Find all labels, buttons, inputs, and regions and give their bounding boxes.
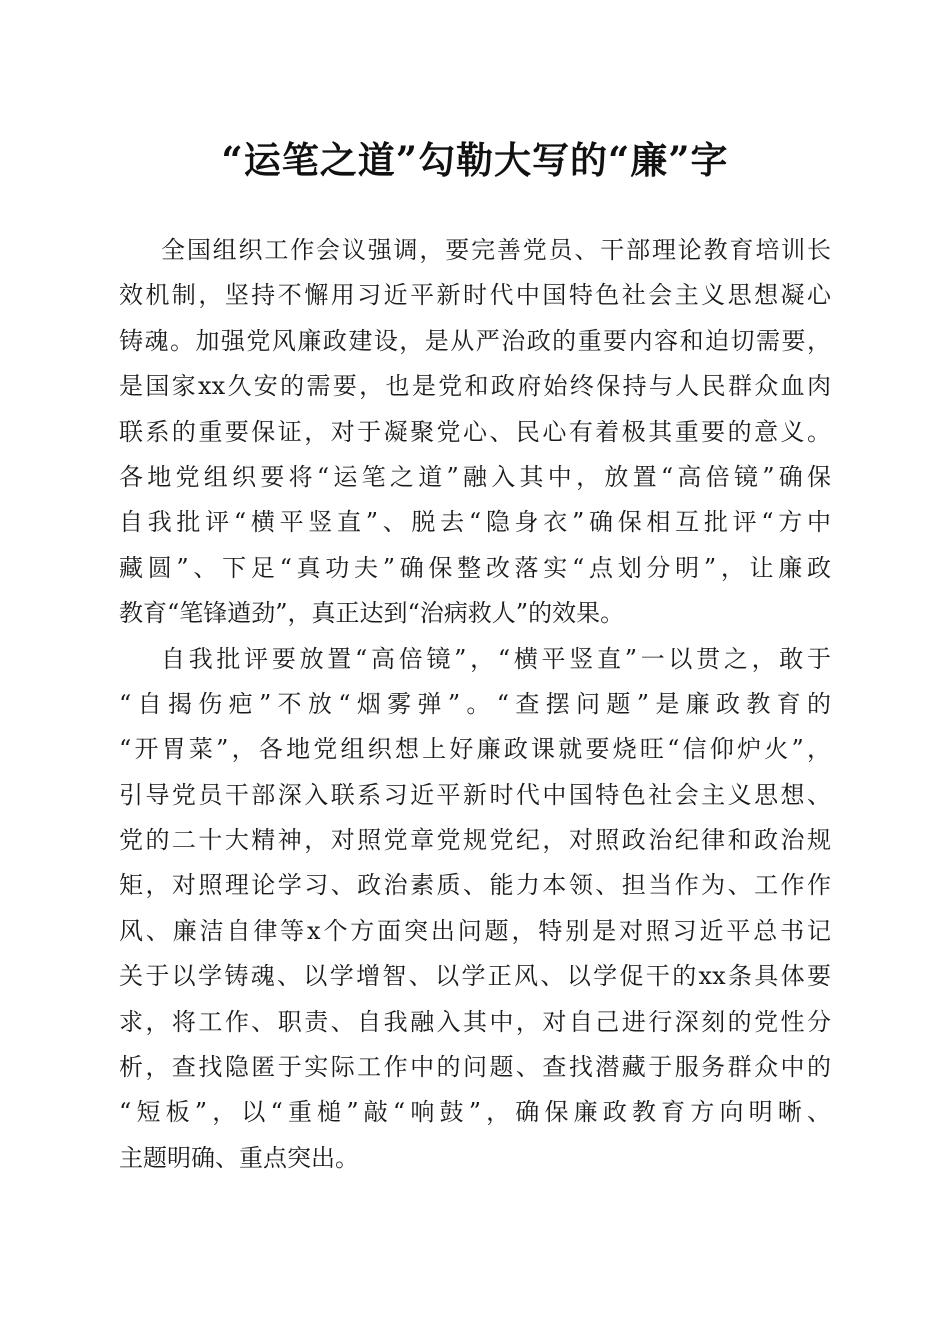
text-line: 党的二十大精神，对照党章党规党纪，对照政治纪律和政治规 bbox=[119, 826, 831, 855]
text-line: 风、廉洁自律等x个方面突出问题，特别是对照习近平总书记 bbox=[119, 916, 831, 945]
text-line: 关于以学铸魂、以学增智、以学正风、以学促干的xx条具体要 bbox=[119, 962, 831, 991]
text-line: 矩，对照理论学习、政治素质、能力本领、担当作为、工作作 bbox=[119, 871, 831, 900]
text-line: 是国家xx久安的需要，也是党和政府始终保持与人民群众血肉 bbox=[119, 372, 831, 401]
document-body bbox=[119, 228, 831, 1181]
document-title: “运笔之道”勾勒大写的“廉”字 bbox=[221, 138, 729, 182]
text-line: 藏圆”、下足“真功夫”确保整改落实“点划分明”，让廉政 bbox=[119, 553, 831, 582]
text-line: 教育“笔锋遒劲”，真正达到“治病救人”的效果。 bbox=[119, 599, 625, 628]
text-line: “自揭伤疤”不放“烟雾弹”。“查摆问题”是廉政教育的 bbox=[119, 689, 831, 718]
text-line: 自我批评要放置“高倍镜”，“横平竖直”一以贯之，敢于 bbox=[161, 644, 831, 673]
text-line: “短板”，以“重槌”敲“响鼓”，确保廉政教育方向明晰、 bbox=[119, 1098, 831, 1127]
text-line: 效机制，坚持不懈用习近平新时代中国特色社会主义思想凝心 bbox=[119, 281, 831, 310]
text-line: 铸魂。加强党风廉政建设，是从严治政的重要内容和迫切需要， bbox=[119, 326, 831, 355]
text-line: “开胃菜”，各地党组织想上好廉政课就要烧旺“信仰炉火”， bbox=[119, 735, 831, 764]
text-line: 各地党组织要将“运笔之道”融入其中，放置“高倍镜”确保 bbox=[119, 462, 831, 491]
paragraph-1 bbox=[119, 228, 831, 637]
text-line: 主题明确、重点突出。 bbox=[119, 1143, 359, 1172]
paragraph-2 bbox=[119, 637, 831, 1182]
text-line: 引导党员干部深入联系习近平新时代中国特色社会主义思想、 bbox=[119, 780, 831, 809]
text-line: 全国组织工作会议强调，要完善党员、干部理论教育培训长 bbox=[161, 236, 831, 264]
text-line: 求，将工作、职责、自我融入其中，对自己进行深刻的党性分 bbox=[119, 1007, 831, 1036]
text-line: 自我批评“横平竖直”、脱去“隐身衣”确保相互批评“方中 bbox=[119, 508, 831, 537]
text-line: 联系的重要保证，对于凝聚党心、民心有着极其重要的意义。 bbox=[119, 417, 831, 446]
text-line: 析，查找隐匿于实际工作中的问题、查找潜藏于服务群众中的 bbox=[119, 1053, 831, 1082]
